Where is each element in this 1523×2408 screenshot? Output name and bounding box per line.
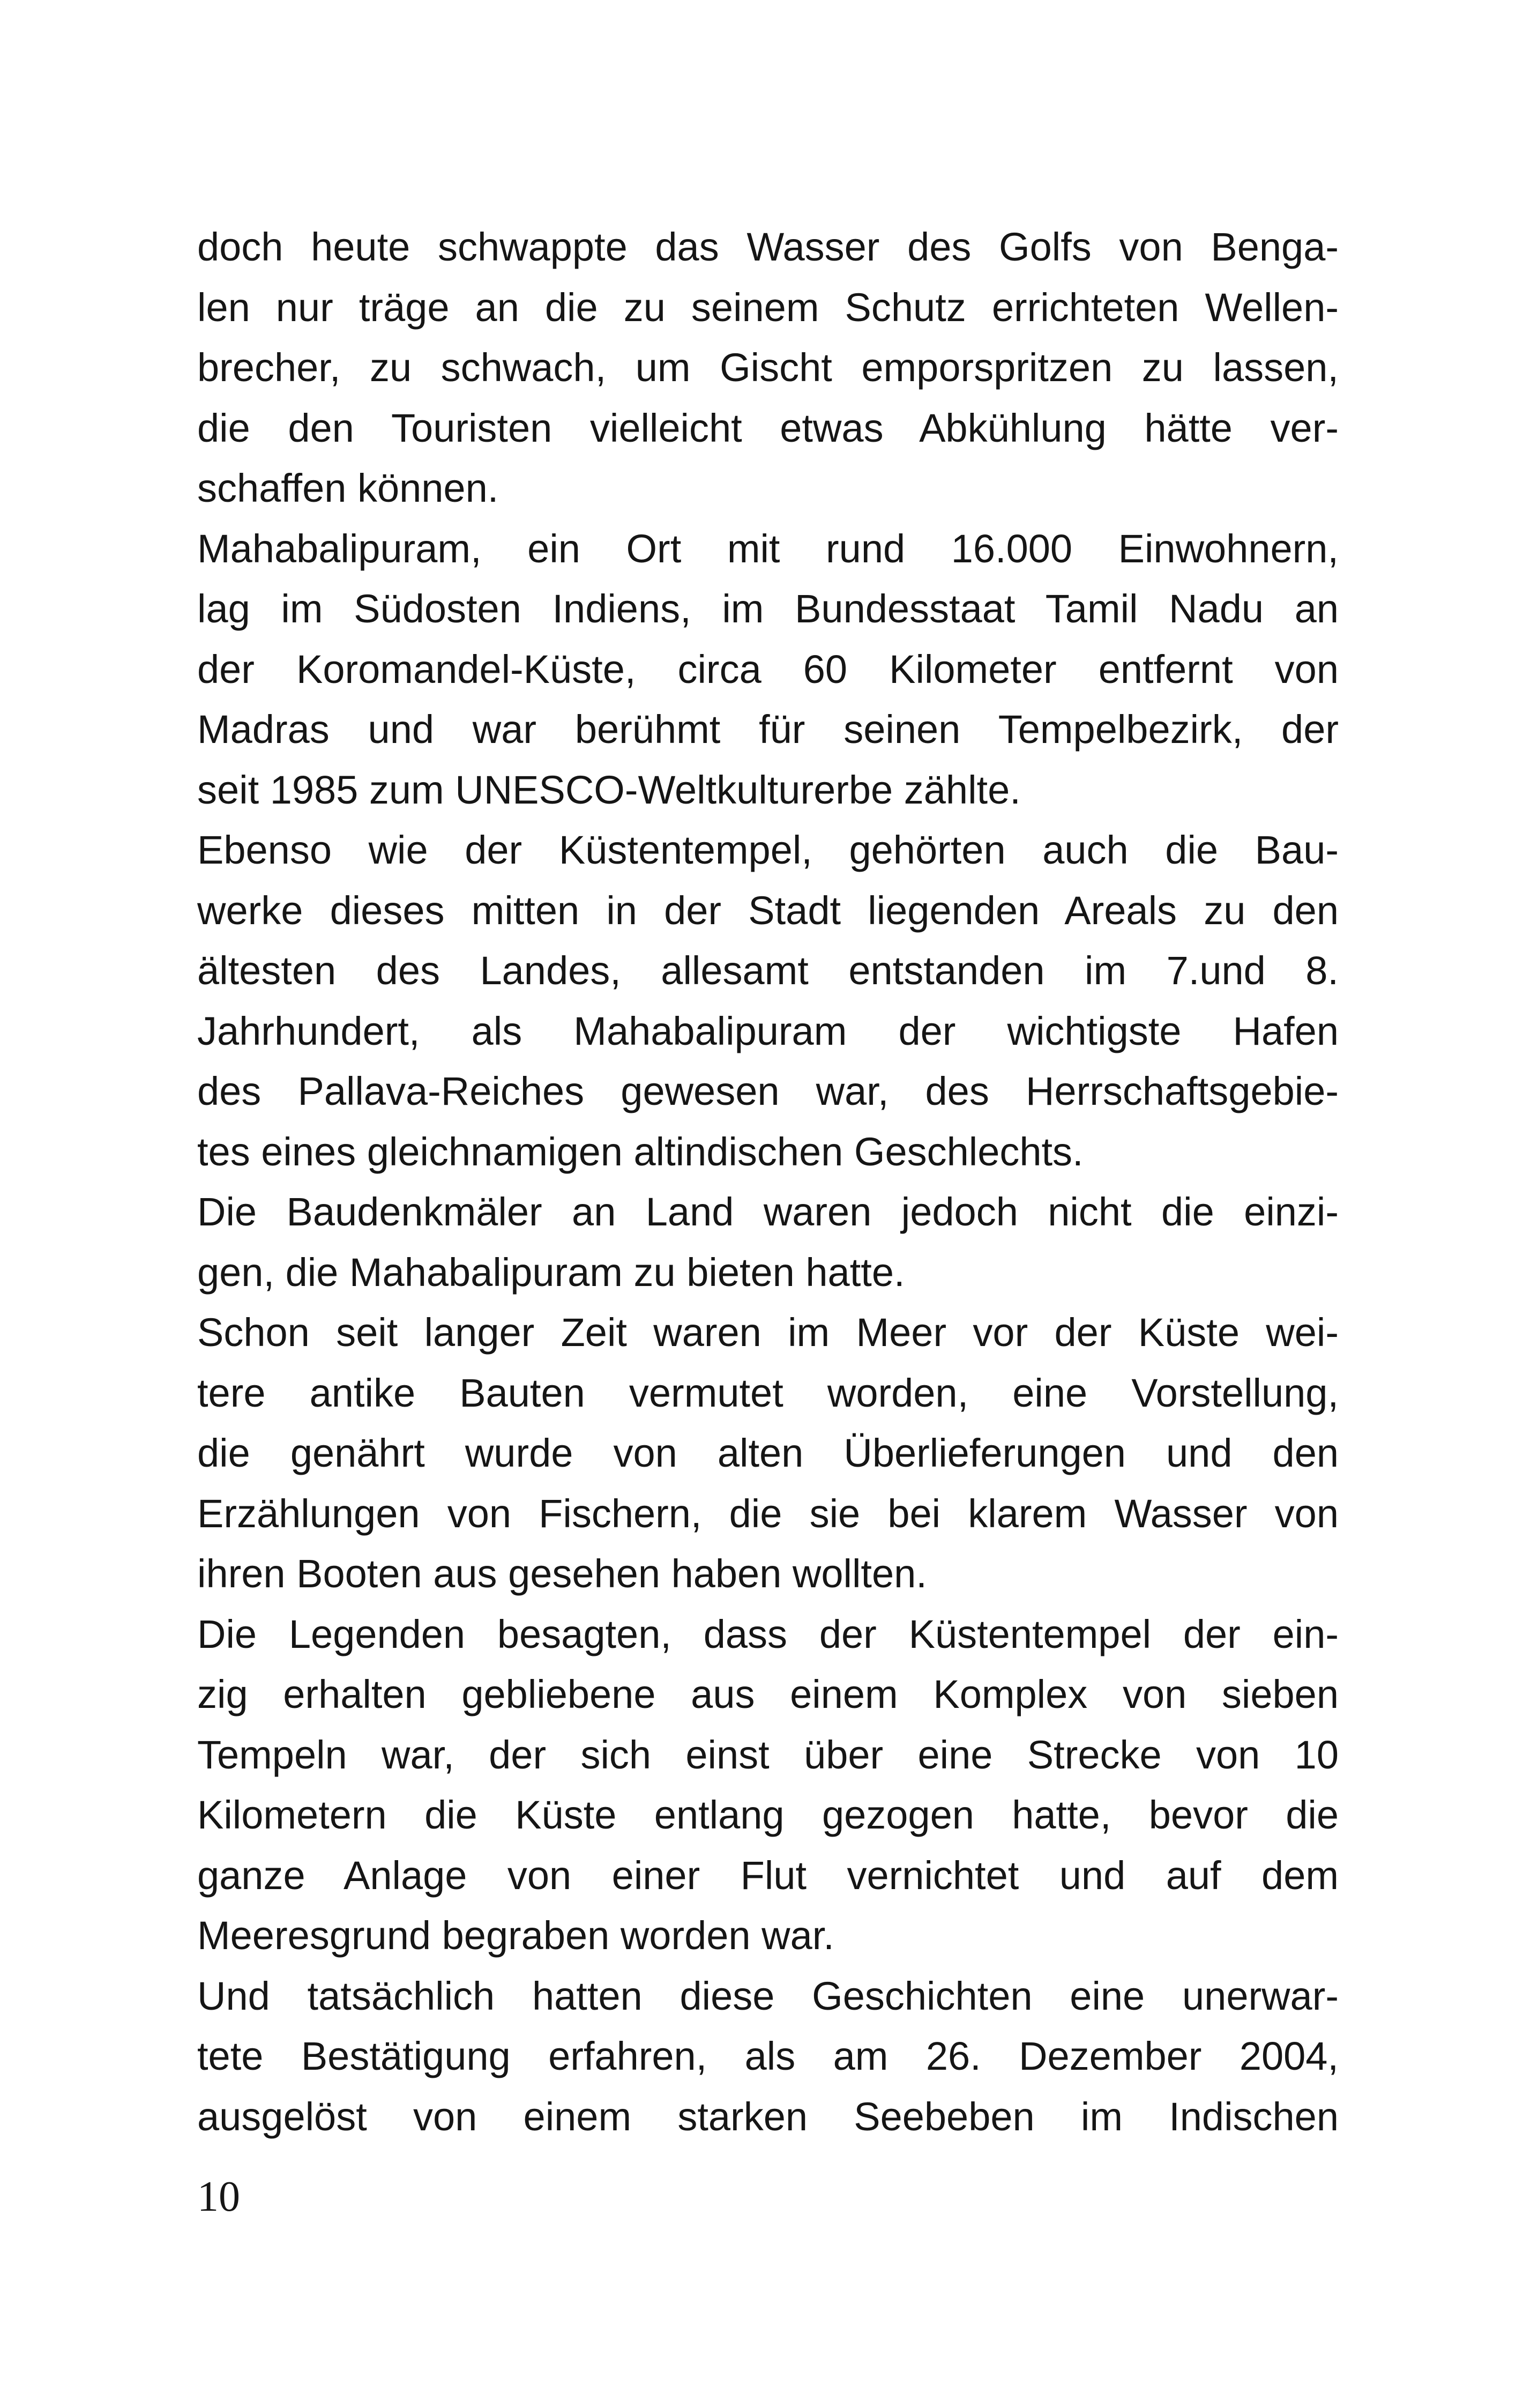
text-line: doch heute schwappte das Wasser des Golfs von Benga- bbox=[197, 225, 1339, 269]
text-line: die den Touristen vielleicht etwas Abkühlung hätte ver- bbox=[197, 405, 1339, 450]
text-line: Schon seit langer Zeit waren im Meer vor der Küste wei- bbox=[197, 1310, 1339, 1355]
text-line: ausgelöst von einem starken Seebeben im Indischen bbox=[197, 2094, 1339, 2139]
text-line: die genährt wurde von alten Überlieferungen und den bbox=[197, 1431, 1339, 1475]
text-line: der Koromandel-Küste, circa 60 Kilometer entfernt von bbox=[197, 646, 1339, 692]
text-line: Jahrhundert, als Mahabalipuram der wichtigste Hafen bbox=[197, 1008, 1339, 1053]
text-line: ältesten des Landes, allesamt entstanden im 7.und 8. bbox=[197, 948, 1339, 993]
paragraph bbox=[197, 1604, 1339, 1966]
text-line: des Pallava-Reiches gewesen war, des Herrschaftsgebie- bbox=[197, 1069, 1339, 1113]
text-line: ganze Anlage von einer Flut vernichtet und auf dem bbox=[197, 1853, 1339, 1898]
paragraph bbox=[197, 1966, 1339, 2147]
paragraph bbox=[197, 1303, 1339, 1604]
text-line: Die Baudenkmäler an Land waren jedoch nicht die einzi- bbox=[197, 1190, 1339, 1234]
text-line: lag im Südosten Indiens, im Bundesstaat Tamil Nadu an bbox=[197, 586, 1339, 631]
text-line: tete Bestätigung erfahren, als am 26. Dezember 2004, bbox=[197, 2034, 1339, 2078]
text-line: ihren Booten aus gesehen haben wollten. bbox=[197, 1551, 927, 1596]
text-line: Und tatsächlich hatten diese Geschichten eine unerwar- bbox=[197, 1973, 1339, 2018]
body-text bbox=[197, 217, 1339, 2147]
text-line: Meeresgrund begraben worden war. bbox=[197, 1913, 834, 1958]
text-line: seit 1985 zum UNESCO-Weltkulturerbe zählte. bbox=[197, 767, 1021, 812]
text-line: Die Legenden besagten, dass der Küstentempel der ein- bbox=[197, 1611, 1339, 1656]
text-line: gen, die Mahabalipuram zu bieten hatte. bbox=[197, 1250, 905, 1295]
paragraph bbox=[197, 820, 1339, 1182]
text-line: Kilometern die Küste entlang gezogen hatte, bevor die bbox=[197, 1793, 1339, 1837]
paragraph bbox=[197, 1182, 1339, 1303]
text-line: schaffen können. bbox=[197, 466, 499, 510]
page-number: 10 bbox=[197, 2173, 240, 2220]
text-line: tere antike Bauten vermutet worden, eine Vorstellung, bbox=[197, 1370, 1339, 1415]
paragraph bbox=[197, 519, 1339, 821]
text-line: Madras und war berühmt für seinen Tempelbezirk, der bbox=[197, 707, 1339, 752]
text-line: werke dieses mitten in der Stadt liegenden Areals zu den bbox=[197, 888, 1339, 933]
text-line: Mahabalipuram, ein Ort mit rund 16.000 Einwohnern, bbox=[197, 526, 1339, 571]
paragraph bbox=[197, 217, 1339, 519]
text-line: len nur träge an die zu seinem Schutz errichteten Wellen- bbox=[197, 285, 1339, 330]
text-line: tes eines gleichnamigen altindischen Geschlechts. bbox=[197, 1129, 1084, 1174]
text-line: zig erhalten gebliebene aus einem Komplex von sieben bbox=[197, 1672, 1339, 1716]
text-line: Tempeln war, der sich einst über eine Strecke von 10 bbox=[197, 1732, 1339, 1777]
text-line: Ebenso wie der Küstentempel, gehörten auch die Bau- bbox=[197, 828, 1339, 872]
text-line: brecher, zu schwach, um Gischt emporspritzen zu lassen, bbox=[197, 345, 1339, 390]
text-line: Erzählungen von Fischern, die sie bei klarem Wasser von bbox=[197, 1491, 1339, 1536]
